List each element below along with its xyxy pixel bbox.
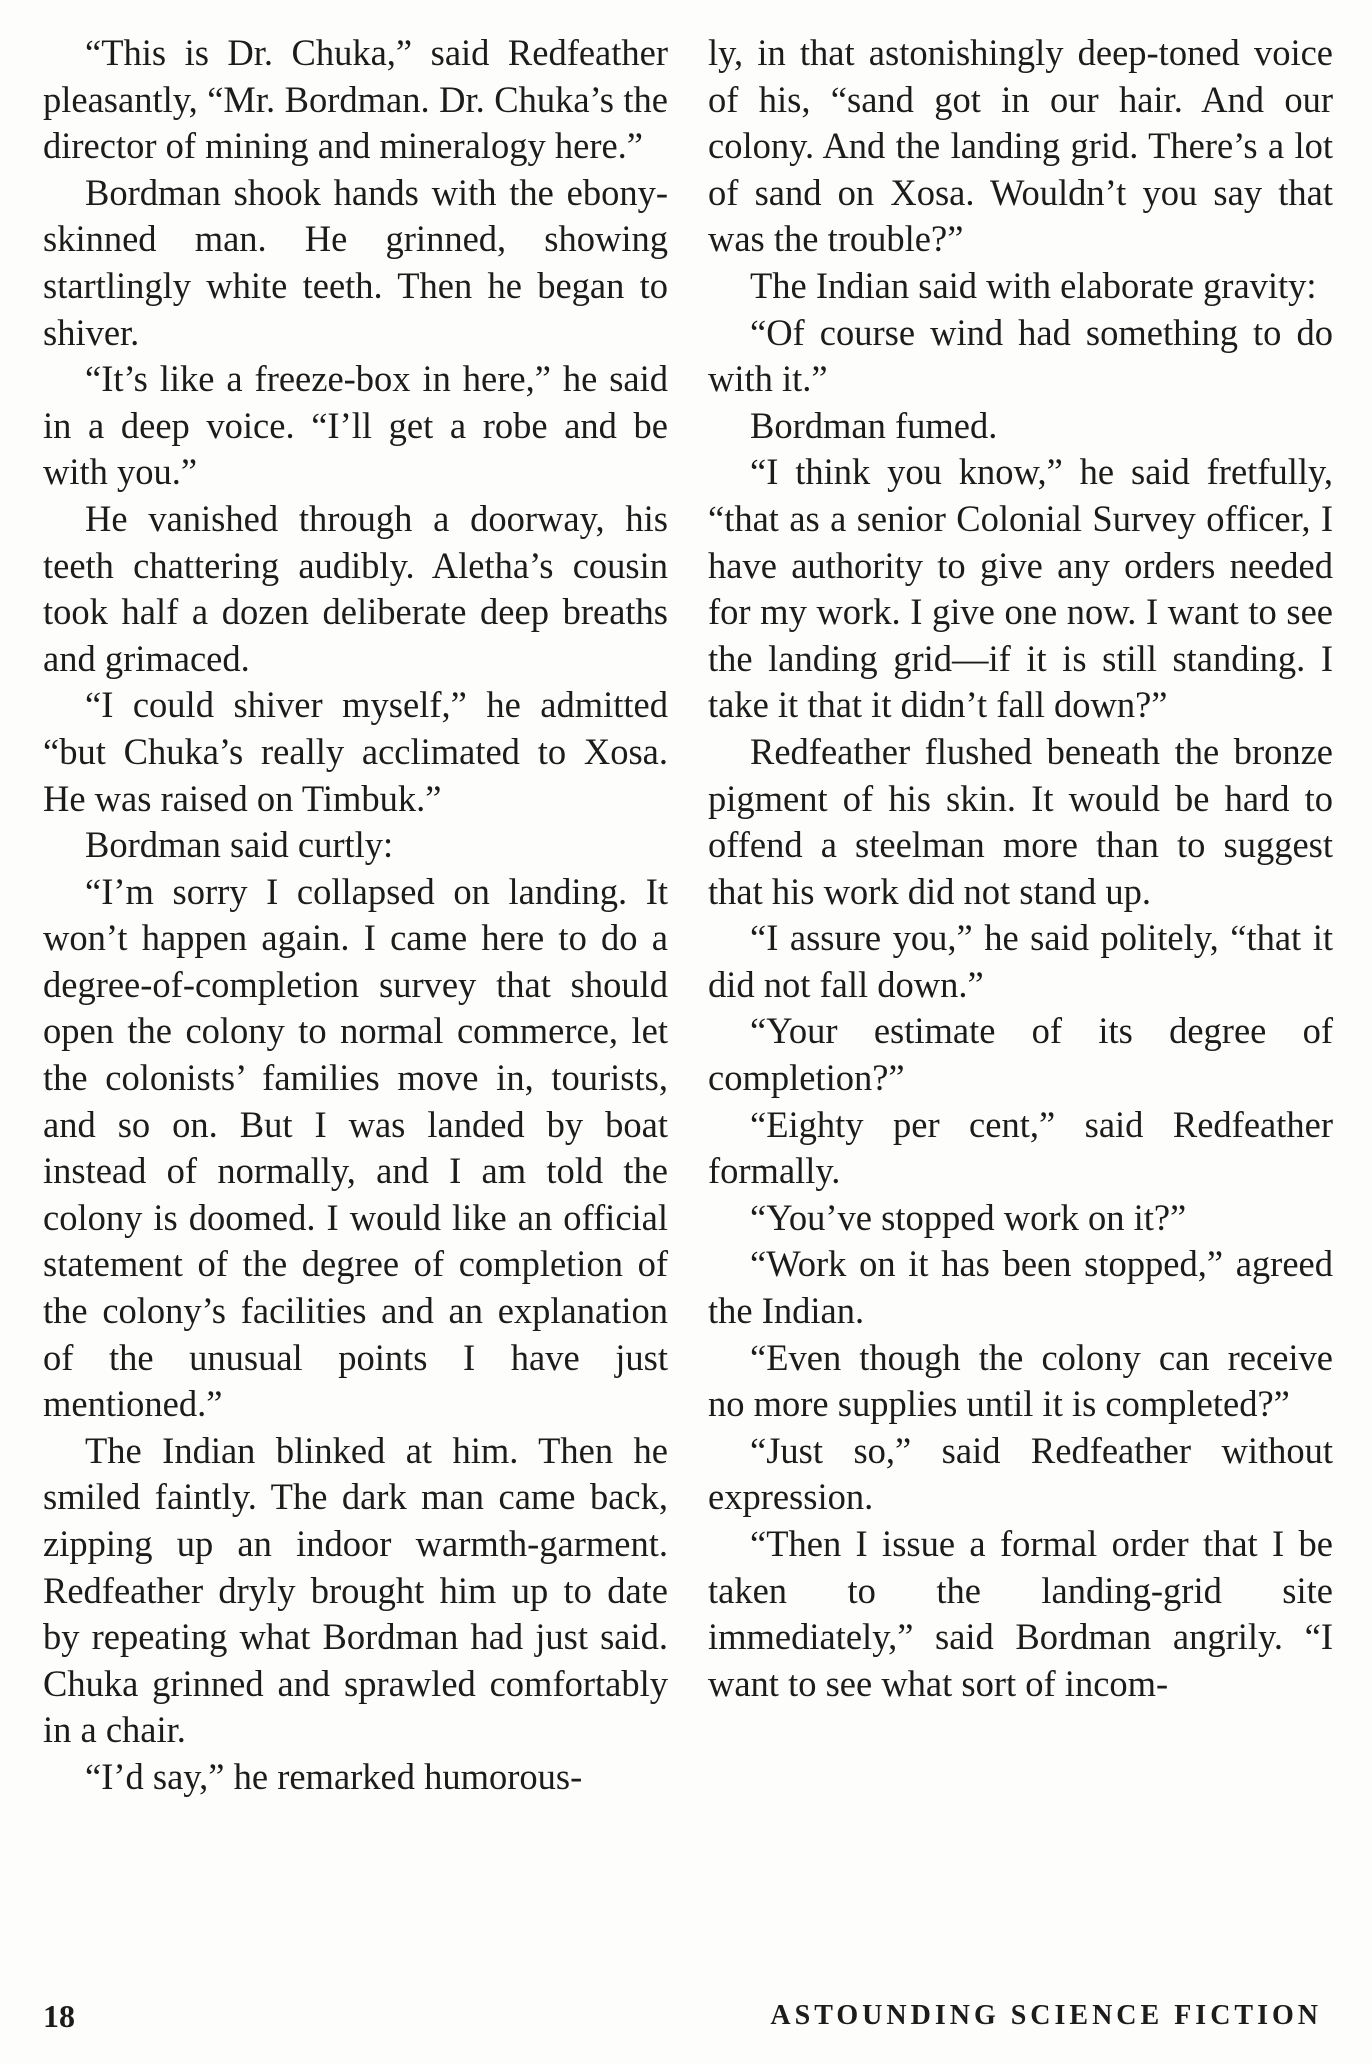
paragraph: Bordman said curtly: (85, 824, 394, 866)
right-text-column (708, 30, 1333, 1707)
paragraph: “I think you know,” he said fretfully, “that as a senior Colonial Survey officer, I have authority to give any orders needed for my work. I give one now. I want to see the landing grid—if it is still standing. I take it that it didn’t fall down?” (708, 451, 1333, 726)
running-head: ASTOUNDING SCIENCE FICTION (770, 2000, 1322, 2031)
paragraph: Bordman shook hands with the ebony-skinned man. He grinned, showing startlingly white teeth. Then he began to shiver. (43, 171, 668, 353)
paragraph: “Just so,” said Redfeather without expression. (708, 1429, 1333, 1518)
paragraph-continuation: ly, in that astonishingly deep-toned voice of his, “sand got in our hair. And our colony. And the landing grid. There’s a lot of sand on Xosa. Wouldn’t you say that was the trouble?” (708, 32, 1333, 260)
paragraph: “Even though the colony can receive no more supplies until it is completed?” (708, 1336, 1333, 1425)
paragraph: Redfeather flushed beneath the bronze pigment of his skin. It would be hard to offend a steelman more than to suggest that his work did not stand up. (708, 730, 1333, 912)
paragraph: The Indian said with elaborate gravity: (750, 264, 1317, 306)
paragraph: “Work on it has been stopped,” agreed the Indian. (708, 1243, 1333, 1332)
paragraph: Bordman fumed. (750, 404, 998, 446)
paragraph: “Then I issue a formal order that I be taken to the landing-grid site immediately,” said Bordman angrily. “I want to see what sort of incom- (708, 1523, 1333, 1704)
page-number: 18 (43, 1998, 75, 2034)
paragraph: The Indian blinked at him. Then he smiled faintly. The dark man came back, zipping up an indoor warmth-garment. Redfeather dryly brought him up to date by repeating what Bordman had just said. Chuka grinned and sprawled comfortably in a chair. (43, 1429, 668, 1751)
paragraph: “You’ve stopped work on it?” (750, 1196, 1187, 1238)
paragraph: “This is Dr. Chuka,” said Redfeather pleasantly, “Mr. Bordman. Dr. Chuka’s the director of mining and mineralogy here.” (43, 32, 668, 167)
paragraph: He vanished through a doorway, his teeth chattering audibly. Aletha’s cousin took half a dozen deliberate deep breaths and grimaced. (43, 497, 668, 679)
paragraph: “I’m sorry I collapsed on landing. It won’t happen again. I came here to do a degree-of-completion survey that should open the colony to normal commerce, let the colonists’ families move in, tourists, and so on. But I was landed by boat instead of normally, and I am told the colony is doomed. I would like an official statement of the degree of completion of the colony’s facilities and an explanation of the unusual points I have just mentioned.” (43, 870, 668, 1425)
paragraph: “I assure you,” he said politely, “that it did not fall down.” (708, 917, 1333, 1005)
paragraph: “It’s like a freeze-box in here,” he said in a deep voice. “I’ll get a robe and be with you.” (43, 358, 668, 493)
paragraph: “Of course wind had something to do with it.” (708, 311, 1333, 400)
paragraph: “I could shiver myself,” he admitted “but Chuka’s really acclimated to Xosa. He was raised on Timbuk.” (43, 684, 668, 819)
paragraph: “Eighty per cent,” said Redfeather formally. (708, 1103, 1333, 1192)
paragraph: “I’d say,” he remarked humorous- (85, 1755, 583, 1797)
left-text-column (43, 30, 668, 1801)
paragraph: “Your estimate of its degree of completion?” (708, 1010, 1333, 1099)
